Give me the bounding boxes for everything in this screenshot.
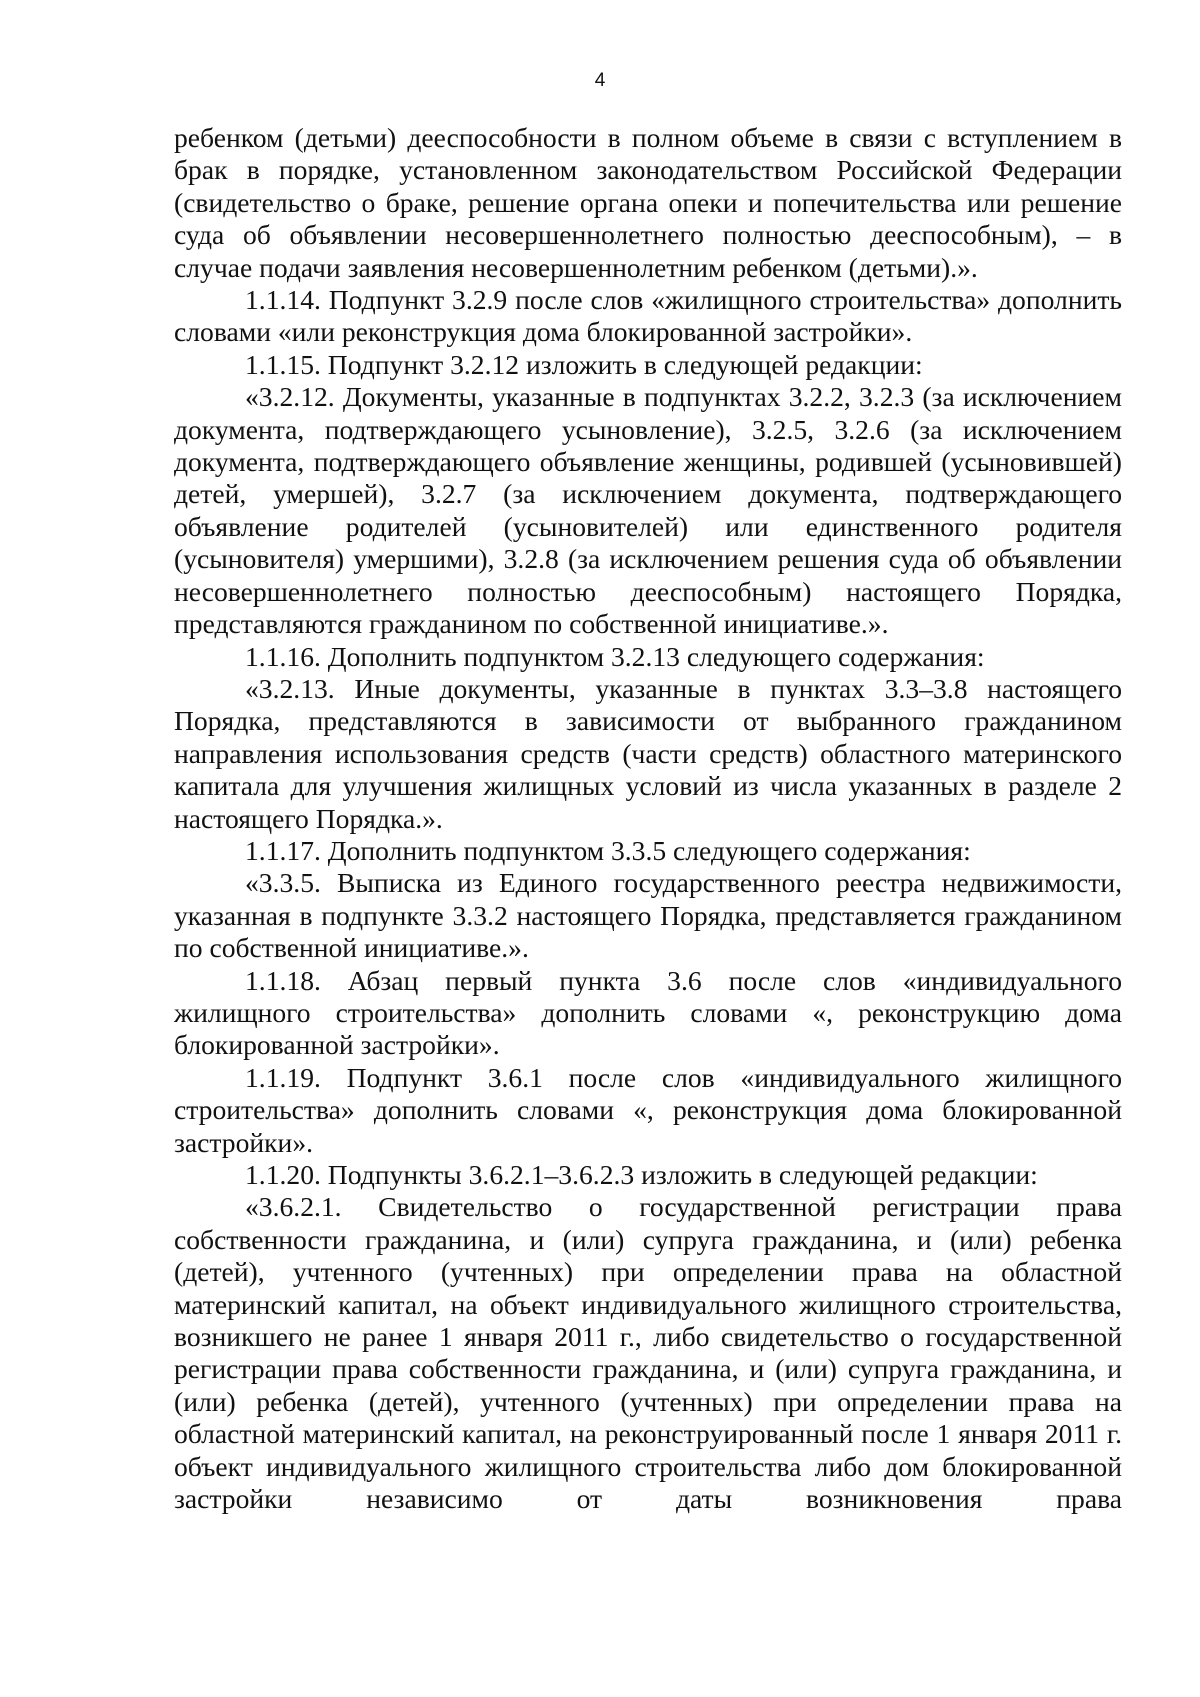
paragraph: 1.1.15. Подпункт 3.2.12 изложить в следующей редакции: [245,348,923,380]
paragraph: «3.2.12. Документы, указанные в подпунктах 3.2.2, 3.2.3 (за исключением документа, подтверждающего усыновление), 3.2.5, 3.2.6 (за исключением документа, подтверждающего объявление женщины, родившей (усыновившей) детей, умершей), 3.2.7 (за исключением документа, подтверждающего объявление родителей (усыновителей) или единственного родителя (усыновителя) умершими), 3.2.8 (за исключением решения суда об объявлении несовершеннолетнего полностью дееспособным) настоящего Порядка, представляются гражданином по собственной инициативе.». [174,381,1122,640]
paragraph: 1.1.18. Абзац первый пункта 3.6 после слов «индивидуального жилищного строительства» дополнить словами «, реконструкцию дома блокированной застройки». [174,964,1122,1061]
paragraph: «3.6.2.1. Свидетельство о государственной регистрации права собственности гражданина, и (или) супруга гражданина, и (или) ребенка (детей), учтенного (учтенных) при определении права на областной материнский капитал, на объект индивидуального жилищного строительства, возникшего не ранее 1 января 2011 г., либо свидетельство о государственной регистрации права собственности гражданина, и (или) супруга гражданина, и (или) ребенка (детей), учтенного (учтенных) при определении права на областной материнский капитал, на реконструированный после 1 января 2011 г. объект индивидуального жилищного строительства либо дом блокированной застройки независимо от даты возникновения права [174,1191,1122,1515]
paragraph: 1.1.16. Дополнить подпунктом 3.2.13 следующего содержания: [245,640,985,672]
paragraph: «3.2.13. Иные документы, указанные в пунктах 3.3–3.8 настоящего Порядка, представляются в зависимости от выбранного гражданином направления использования средств (части средств) областного материнского капитала для улучшения жилищных условий из числа указанных в разделе 2 настоящего Порядка.». [174,672,1122,834]
document-body [174,122,1122,1515]
paragraph: 1.1.19. Подпункт 3.6.1 после слов «индивидуального жилищного строительства» дополнить словами «, реконструкция дома блокированной застройки». [174,1061,1122,1158]
paragraph: «3.3.5. Выписка из Единого государственного реестра недвижимости, указанная в подпункте 3.3.2 настоящего Порядка, представляется гражданином по собственной инициативе.». [174,867,1122,964]
paragraph: 1.1.17. Дополнить подпунктом 3.3.5 следующего содержания: [245,834,971,866]
paragraph: 1.1.14. Подпункт 3.2.9 после слов «жилищного строительства» дополнить словами «или реконструкция дома блокированной застройки». [174,284,1122,348]
paragraph: 1.1.20. Подпункты 3.6.2.1–3.6.2.3 изложить в следующей редакции: [245,1159,1038,1190]
paragraph: ребенком (детьми) дееспособности в полном объеме в связи с вступлением в брак в порядке, установленном законодательством Российской Федерации (свидетельство о браке, решение органа опеки и попечительства или решение суда об объявлении несовершеннолетнего полностью дееспособным), – в случае подачи заявления несовершеннолетним ребенком (детьми).». [174,122,1122,283]
page-number: 4 [594,70,606,91]
